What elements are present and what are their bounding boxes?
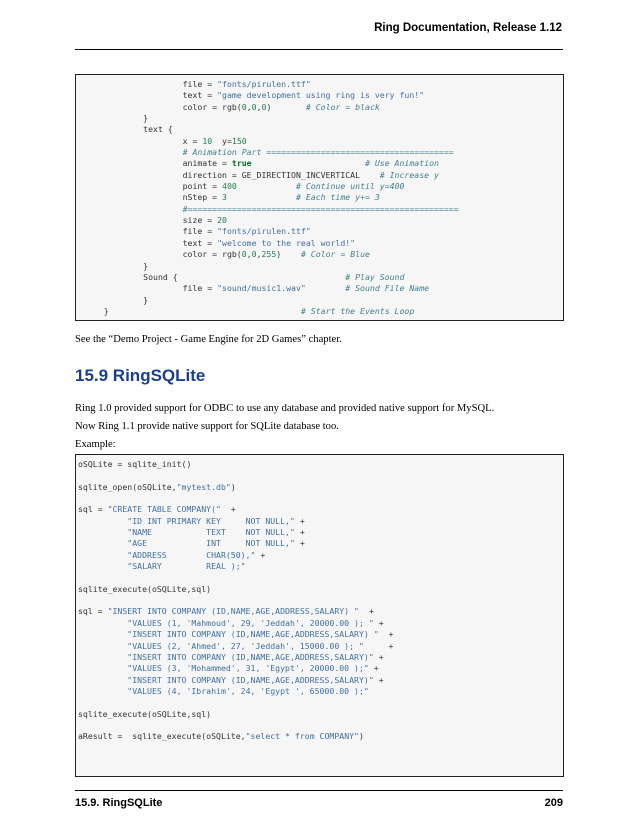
code-token [306, 283, 345, 293]
code-line [78, 618, 384, 628]
code-line [84, 226, 311, 236]
code-token [78, 538, 127, 548]
code-token [84, 147, 183, 157]
code-token: 150 [231, 135, 247, 146]
footer-rule [75, 790, 563, 791]
code-token [252, 158, 365, 168]
code-token: "sound/music1.wav" [217, 283, 306, 294]
code-line [84, 90, 424, 100]
code-token: # Each time y+= 3 [295, 192, 380, 203]
code-token: 3 [222, 192, 227, 203]
code-token: } [84, 260, 149, 271]
code-token: oSQLite = sqlite_init() [78, 459, 192, 469]
code-token: "welcome to the real world!" [217, 237, 356, 248]
code-content [76, 455, 563, 743]
code-line [78, 629, 394, 639]
code-token: # Play Sound [345, 271, 405, 282]
code-token: + [373, 651, 384, 662]
code-token: ) [358, 731, 364, 742]
code-token: 10 [202, 135, 213, 146]
paragraph-sqlite-support: Now Ring 1.1 provide native support for SQLite database too. [75, 421, 339, 432]
footer-section-label: 15.9. RingSQLite [75, 797, 163, 809]
code-token: sql = [78, 504, 108, 515]
code-token: + [373, 674, 384, 685]
code-token: + [220, 504, 236, 515]
code-token: animate = [84, 158, 232, 169]
page-number: 209 [544, 797, 563, 809]
code-line [78, 731, 364, 741]
code-token: } [84, 113, 149, 124]
code-token: aResult = sqlite_execute(oSQLite, [78, 731, 246, 742]
code-line [78, 550, 265, 560]
code-token: direction = GE_DIRECTION_INCVERTICAL [84, 169, 380, 180]
code-block-game-engine [75, 74, 564, 321]
code-token: # Color = black [305, 101, 380, 112]
code-token: # Use Animation [364, 158, 439, 169]
code-token: + [358, 606, 374, 617]
code-token: 0 [251, 249, 257, 260]
code-line [84, 261, 148, 271]
code-line [84, 136, 247, 146]
code-token: "INSERT INTO COMPANY (ID,NAME,AGE,ADDRESS,SALARY) " [107, 606, 359, 617]
code-token: } [84, 294, 149, 305]
code-line [84, 124, 173, 134]
code-token: #======================================================= [182, 203, 459, 214]
code-token: + [363, 640, 394, 651]
code-token: sqlite_open(oSQLite, [78, 481, 177, 492]
code-token: nStep = [84, 192, 223, 203]
code-token: + [294, 527, 305, 538]
code-token: size = [84, 215, 218, 226]
code-line [78, 686, 369, 696]
code-token: "INSERT INTO COMPANY (ID,NAME,AGE,ADDRESS,SALARY)" [127, 674, 374, 685]
code-line [78, 584, 211, 594]
code-token: Sound { [84, 271, 346, 282]
code-line [84, 306, 414, 316]
code-line [78, 709, 211, 719]
code-token: # Continue until y=400 [295, 181, 405, 192]
code-token: color = rgb( [84, 249, 242, 260]
code-token [78, 561, 127, 571]
code-token [227, 192, 296, 202]
code-token [78, 663, 127, 673]
code-token: "NAME TEXT NOT NULL," [127, 527, 295, 538]
code-token: + [373, 617, 384, 628]
code-line [84, 158, 439, 168]
code-token [78, 652, 127, 662]
code-token: "INSERT INTO COMPANY (ID,NAME,AGE,ADDRESS,SALARY)" [127, 651, 374, 662]
code-token [78, 550, 127, 560]
code-line [78, 459, 191, 469]
code-token: "mytest.db" [176, 481, 231, 492]
code-line [84, 170, 439, 180]
code-token: "select * from COMPANY" [245, 731, 359, 742]
code-block-sqlite-example [75, 454, 564, 777]
code-token: "INSERT INTO COMPANY (ID,NAME,AGE,ADDRESS,SALARY) " [127, 629, 379, 640]
code-line [84, 295, 148, 305]
code-line [84, 272, 404, 282]
code-token [78, 675, 127, 685]
code-token: ) [276, 249, 301, 260]
code-token [78, 618, 127, 628]
code-token: # Start the Events Loop [300, 305, 415, 316]
code-token: "fonts/pirulen.ttf" [217, 79, 311, 89]
code-token [78, 686, 127, 696]
code-token: file = [84, 79, 218, 89]
code-token: + [255, 549, 266, 560]
code-token: x = [84, 135, 203, 146]
code-line [78, 663, 379, 673]
code-token [237, 181, 296, 191]
code-token: sqlite_execute(oSQLite,sql) [78, 583, 212, 594]
code-token: color = rgb( [84, 101, 242, 112]
code-token: "fonts/pirulen.ttf" [217, 226, 311, 237]
code-line [78, 561, 246, 571]
section-heading: 15.9 RingSQLite [75, 366, 206, 385]
code-line [84, 249, 370, 259]
code-token: text = [84, 237, 218, 248]
code-token: , [246, 101, 252, 112]
code-line [84, 204, 459, 214]
code-token: ) [266, 101, 306, 112]
running-header-title: Ring Documentation, Release 1.12 [374, 22, 562, 34]
code-token: "ID INT PRIMARY KEY NOT NULL," [127, 515, 295, 526]
code-token: 20 [217, 215, 227, 226]
code-token: "SALARY REAL );" [127, 561, 246, 572]
code-token: "VALUES (2, 'Ahmed', 27, 'Jeddah', 15000.00 ); " [127, 640, 364, 651]
code-token: # Increase y [379, 169, 439, 180]
code-token: 0 [261, 101, 267, 112]
code-token: "AGE INT NOT NULL," [127, 538, 295, 549]
code-line [78, 482, 236, 492]
code-line [78, 504, 236, 514]
code-token: 0 [241, 249, 247, 260]
code-token: "game development using ring is very fun!" [217, 90, 425, 101]
code-line [78, 606, 374, 616]
code-line [78, 675, 384, 685]
code-token: + [368, 663, 379, 674]
code-token: text = [84, 90, 218, 101]
code-token: text { [84, 124, 173, 135]
code-line [78, 641, 393, 651]
code-line [84, 113, 148, 123]
code-token: "VALUES (1, 'Mahmoud', 29, 'Jeddah', 20000.00 ); " [127, 617, 374, 628]
code-token: sqlite_execute(oSQLite,sql) [78, 708, 212, 719]
code-token: # Animation Part ====================================== [182, 147, 454, 158]
code-token: true [231, 158, 252, 169]
code-line [84, 238, 355, 248]
code-token: "VALUES (4, 'Ibrahim', 24, 'Egypt ', 65000.00 );" [127, 685, 369, 696]
code-line [84, 147, 454, 157]
code-token [84, 204, 183, 214]
code-token: ) [230, 481, 236, 492]
code-token: sql = [78, 606, 108, 617]
header-rule [75, 49, 563, 50]
code-token: # Sound File Name [345, 283, 430, 294]
code-token: file = [84, 226, 218, 237]
example-label: Example: [75, 439, 116, 450]
code-token: "VALUES (3, 'Mohammed', 31, 'Egypt', 20000.00 );" [127, 663, 369, 674]
code-token: point = [84, 181, 223, 192]
code-line [84, 283, 429, 293]
code-line [84, 79, 311, 89]
code-token: "CREATE TABLE COMPANY(" [107, 504, 221, 515]
code-token: # Color = Blue [300, 249, 370, 260]
see-also-paragraph: See the “Demo Project - Game Engine for 2D Games” chapter. [75, 334, 342, 345]
code-token: + [294, 538, 305, 549]
code-token: 0 [251, 101, 257, 112]
code-line [84, 192, 380, 202]
code-token: , [246, 249, 252, 260]
code-token: y= [212, 135, 232, 146]
code-token: file = [84, 283, 218, 294]
code-token [78, 527, 127, 537]
code-line [84, 181, 404, 191]
code-token [78, 629, 127, 639]
code-line [78, 538, 305, 548]
code-line [84, 102, 380, 112]
code-token: + [294, 515, 305, 526]
code-token: , [256, 101, 262, 112]
code-line [78, 527, 305, 537]
code-token: 255 [261, 249, 277, 260]
code-token: 400 [222, 181, 237, 192]
code-token: 0 [241, 101, 247, 112]
code-token: "ADDRESS CHAR(50)," [127, 549, 256, 560]
code-line [78, 652, 384, 662]
code-line [84, 215, 227, 225]
code-content [76, 75, 563, 317]
code-token: , [256, 249, 262, 260]
code-token: + [378, 629, 394, 640]
code-token [78, 516, 127, 526]
paragraph-odbc-support: Ring 1.0 provided support for ODBC to use any database and provided native support for MySQL. [75, 403, 495, 414]
code-token: } [84, 305, 301, 316]
code-line [78, 516, 305, 526]
code-token [78, 641, 127, 651]
